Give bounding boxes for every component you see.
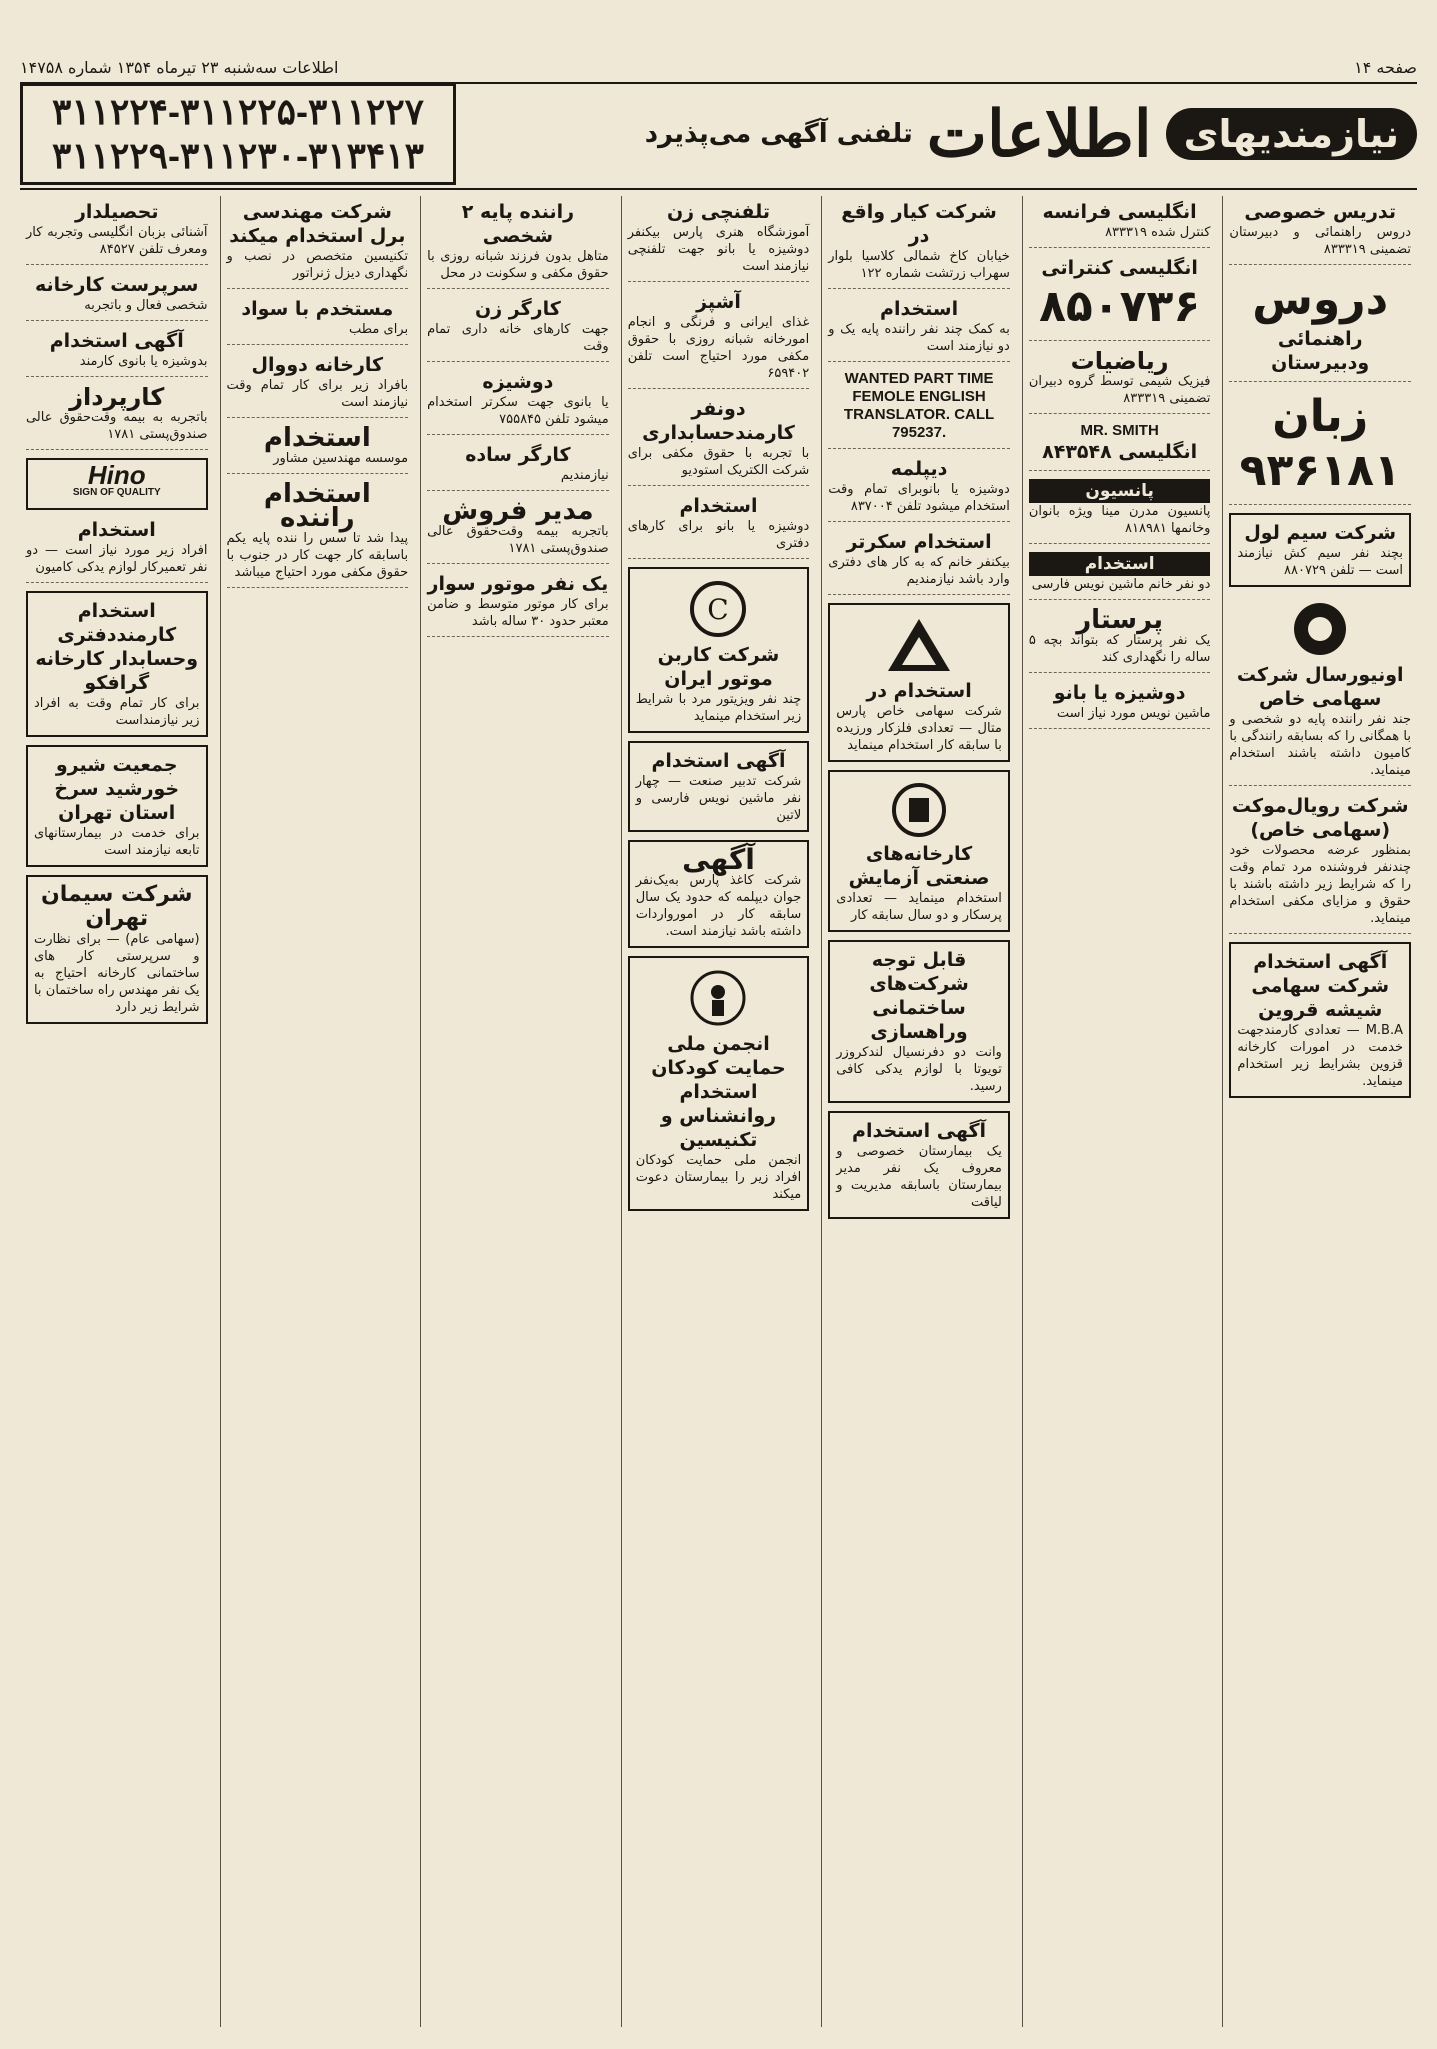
ad [26,273,208,321]
ad-heading: تدریس خصوصی [1244,201,1396,223]
ad-heading: تلفنچی زن [666,201,770,223]
ad-body: نیازمندیم [560,468,609,483]
ad-heading: دوشیزه [482,371,554,393]
ad-body: با تجربه با حقوق مکفی برای شرکت الکتریک استودیو [627,446,810,478]
ad-body: وانت دو دفرنسیال لندکروزر تویوتا با لوازم یدکی کافی رسید. [836,1045,1002,1094]
ad-latin-text: Hino [87,460,146,490]
ad [1229,942,1411,1098]
ad-latin-text: MR. SMITH [1080,422,1159,439]
ad-body: شخصی فعال و باتجربه [84,298,208,313]
ad-heading: آگهی استخدام [852,1120,987,1142]
column-3 [821,196,1016,2027]
column-6 [220,196,415,2027]
ad [828,530,1010,595]
ad [628,290,810,389]
ad-heading: کارگر زن [475,298,561,320]
ad [26,200,208,265]
ad-heading: استخدام [77,519,156,541]
ad [1029,552,1211,600]
column-7 [20,196,214,2027]
ad-body: خیابان کاخ شمالی کلاسیا بلوار سهراب زرتشت شماره ۱۲۲ [828,249,1010,281]
ad-body: جند نفر راننده پایه دو شخصی و با همگانی را که بسابقه رانندگی با کامیون داشته باشند استخدام مینماید. [1229,712,1411,778]
ad [1029,422,1211,471]
ad [628,200,810,282]
ad-heading: کارگر ساده [465,444,571,466]
ad [227,353,409,418]
title-prefix: نیازمندیهای [1166,108,1417,160]
company-logo [1229,595,1411,663]
ad-body: دو نفر خانم ماشین نویس فارسی [1031,577,1211,592]
ad-heading: آشپز [696,291,741,313]
divider [20,188,1417,190]
ad-heading: تحصیلدار [74,201,159,223]
ad [828,200,1010,289]
ad-body: برای کار موتور متوسط و ضامن معتبر حدود ۳۰ ساله باشد [427,597,609,629]
ad [828,603,1010,762]
ad-body: متاهل بدون فرزند شبانه روزی با حقوق مکفی و سکونت در محل [427,249,609,281]
ad-body: فیزیک شیمی توسط گروه دبیران تضمینی ۸۳۳۳۱۹ [1028,374,1211,406]
ad-heading: استخدام [263,423,371,453]
ad-heading: قابل توجه شرکت‌های ساختمانی وراهسازی [869,949,969,1043]
ad-body: آموزشگاه هنری پارس بیکنفر دوشیزه یا بانو جهت تلفنچی نیازمند است [627,225,810,274]
column-5 [420,196,615,2027]
ad-body: بیکنفر خانم که به کار های دفتری وارد باشد نیازمندیم [828,555,1010,587]
ad [628,840,810,948]
ad-heading: جمعیت شیرو خورشید سرخ استان تهران [54,754,180,824]
ad-body: غذای ایرانی و فرنگی و انجام امورخانه شبانه روزی با حقوق مکفی مورد احتیاج است تلفن ۶۵۹۴۰۲ [627,315,810,381]
company-logo [836,778,1002,842]
ad [1229,390,1411,505]
ad-heading: استخدام کارمنددفتری وحسابدار کارخانه گرافکو [35,600,199,694]
ad-body: دوشیزه یا بانوبرای تمام وقت استخدام میشود تلفن ۸۳۷۰۰۴ [828,482,1010,514]
ad-body: یا بانوی جهت سکرتر استخدام میشود تلفن ۷۵۵۸۴۵ [427,395,609,427]
ad-body: استخدام مینماید — تعدادی پرسکار و دو سال سابقه کار [836,891,1002,923]
ad-display-text: ۹۳۶۱۸۱ [1239,445,1401,496]
ad-heading: مدیر فروش [442,496,594,526]
ad-body: برای مطب [349,322,409,337]
ad-heading: دونفر کارمندحسابداری [642,398,795,444]
ad-body: جهت کارهای خانه داری تمام وقت [427,322,609,354]
ad-heading: دیپلمه [890,458,948,480]
ad-heading: انگلیسی فرانسه [1042,201,1197,223]
ad-heading: شرکت رویال‌موکت (سهامی خاص) [1231,795,1409,841]
ad [227,297,409,345]
logo-mark [1290,599,1350,659]
ad-body: بچند نفر سیم کش نیازمند است — تلفن ۸۸۰۷۲۹ [1237,546,1403,578]
logo-mark [688,968,748,1028]
ad [26,745,208,867]
ad [427,297,609,362]
logo-mark [688,579,748,639]
ad [1029,479,1211,544]
column-2 [1022,196,1217,2027]
ad-body: کنترل شده ۸۳۳۳۱۹ [1105,225,1211,240]
ad [1229,794,1411,934]
ad-body: یک نفر پرستار که بتواند بچه ۵ ساله را نگهداری کند [1028,633,1211,665]
ad [628,567,810,733]
ad [1029,349,1211,414]
ad-body: بافراد زیر برای کار تمام وقت نیازمند است [226,378,409,410]
ad-heading: مستخدم با سواد [241,298,394,320]
ad [1029,681,1211,729]
ad [26,329,208,377]
ad [227,423,409,474]
ad-body: چند نفر ویزیتور مرد با شرایط زیر استخدام مینماید [635,692,802,724]
title-main: اطلاعات [926,96,1152,172]
ad [427,443,609,491]
ad-body: آشنائی بزبان انگلیسی وتجربه کار ومعرف تلفن ۸۴۵۲۷ [25,225,208,257]
ad-heading: شرکت مهندسی برل استخدام میکند [229,201,406,247]
ad-body: دروس راهنمائی و دبیرستان تضمینی ۸۳۳۳۱۹ [1229,225,1411,257]
ad-body [1308,617,1332,641]
ad-body: پانسیون مدرن مینا ویژه بانوان وخانمها ۸۱۸۹۸۱ [1028,504,1211,536]
ad-heading: آگهی استخدام شرکت سهامی شیشه قروین [1251,951,1390,1021]
ad-heading: ریاضیات [1070,347,1169,375]
phone-line-2: ۳۱۱۲۲۹-۳۱۱۲۳۰-۳۱۳۴۱۳ [51,135,425,176]
ad-heading: شرکت کیار واقع در [841,201,997,247]
ad [828,297,1010,362]
logo-mark [884,615,954,675]
ad-body: ماشین نویس مورد نیاز است [1056,706,1211,721]
ad [828,457,1010,522]
logo-mark [891,782,947,838]
column-1 [1222,196,1417,2027]
ad-body: تکنیسین متخصص در نصب و نگهداری دیزل ژنراتور [226,249,409,281]
ad [1029,200,1211,248]
ad [1229,513,1411,587]
ad-body: بدوشیزه یا بانوی کارمند [79,354,208,369]
ad-body [711,985,725,999]
ad-heading: انگلیسی کنتراتی [1041,257,1198,279]
ad-heading: کارخانه‌های صنعتی آزمایش [848,843,990,889]
ad [828,770,1010,932]
ad-heading: انگلیسی ۸۴۳۵۴۸ [1042,441,1198,463]
ad [1229,200,1411,265]
masthead-brand [645,97,1417,172]
ad-heading: راهنمائی ودبیرستان [1271,328,1370,374]
ad [427,496,609,564]
ad-display-text: دروس [1252,274,1389,325]
ad [828,1111,1010,1219]
ad [26,591,208,737]
ad-heading: انجمن ملی حمایت کودکان استخدام روانشناس و تکنیسین [651,1033,786,1151]
ad-body: برای کار تمام وقت به افراد زیر نیازمنداست [33,696,200,728]
ad-heading: شرکت سیم لول [1244,522,1397,544]
ad-heading: سرپرست کارخانه [35,274,199,296]
company-logo [636,575,802,643]
ad [26,875,208,1024]
ad-body: پیدا شد تا سس را ننده پایه یکم باسابقه کار جهت کار در جنوب با حقوق مکفی مورد احتیاج میباشد [226,531,409,580]
ad-heading: کارپرداز [69,383,165,411]
ad-banner: پانسیون [1029,479,1211,503]
ad-body: M.B.A — تعدادی کارمندجهت خدمت در امورات کارخانه قزوین بشرایط زیر استخدام مینماید. [1237,1023,1403,1089]
ad [1229,273,1411,382]
ad-display-text: ۸۵۰۷۳۶ [1039,281,1201,332]
ad [26,458,208,510]
ad [427,370,609,435]
ad [628,397,810,486]
ad-body [712,1000,724,1016]
ad [427,572,609,637]
ad-heading: شرکت سیمان تهران [41,882,193,931]
page-number: صفحه ۱۴ [1354,57,1417,77]
ad-body: انجمن ملی حمایت کودکان افراد زیر را بیمارستان دعوت میکند [635,1153,802,1202]
ad-body: شرکت تدبیر صنعت — چهار نفر ماشین نویس فارسی و لاتین [635,774,802,823]
ad-body: شرکت کاغذ پارس به‌یک‌نفر جوان دیپلمه که حدود یک سال سابقه کار در امورواردات داشته باشد نیازمند است. [635,873,802,939]
ad-body: برای خدمت در بیمارستانهای تابعه نیازمند است [33,826,200,858]
ad-heading: دوشیزه یا بانو [1053,682,1186,704]
ad [828,940,1010,1103]
top-line [20,52,1417,82]
ad-heading: استخدام سکرتر [846,531,992,553]
ad [227,200,409,289]
ad-heading: یک نفر موتور سوار [427,573,609,595]
phone-box [20,83,456,185]
phone-line-1: ۳۱۱۲۲۴-۳۱۱۲۲۵-۳۱۱۲۲۷ [51,91,425,132]
ad-banner: استخدام [1029,552,1211,576]
ad [1029,256,1211,341]
ad [226,479,409,588]
ad-heading: آگهی [682,843,755,876]
ad [1229,595,1411,786]
ad-body: موسسه مهندسین مشاور [273,451,409,466]
ad-body: افراد زیر مورد نیاز است — دو نفر تعمیرکار لوازم یدکی کامیون [25,543,208,575]
ad-heading: استخدام [679,495,758,517]
ad [26,518,208,583]
ad-body: باتجربه بیمه وقت‌حقوق عالی صندوق‌پستی ۱۷۸۱ [427,524,609,556]
ad-body: بمنظور عرضه محصولات خود چندنفر فروشنده مرد تمام وقت را که شرایط زیر داشته باشند با حقوق و مزایای مکفی استخدام مینماید. [1229,843,1411,926]
ad-body: دوشیزه یا بانو برای کارهای دفتری [627,519,810,551]
column-4 [621,196,816,2027]
ad-body: C [707,593,730,626]
ad-display-text: زبان [1272,391,1369,442]
ad [628,494,810,559]
ad-heading: استخدام در [866,680,972,702]
ad-body [909,798,929,822]
ad-body: باتجربه به بیمه وقت‌حقوق عالی صندوق‌پستی ۱۷۸۱ [25,410,208,442]
masthead [20,84,1417,184]
ad [1028,605,1211,673]
ad-heading: اونیورسال شرکت سهامی خاص [1236,664,1404,710]
ad [427,200,609,289]
ad-heading: استخدام راننده [263,479,371,533]
ad-heading: راننده پایه ۲ شخصی [461,201,575,247]
ad-heading: کارخانه دووال [251,354,384,376]
title-suffix: تلفنی آگهی می‌پذیرد [644,119,913,149]
ad-heading: استخدام [880,298,959,320]
company-logo [636,964,802,1032]
company-logo [836,611,1002,679]
ad-heading: پرستار [1076,605,1164,635]
ad-body: به کمک چند نفر راننده پایه یک و دو نیازمند است [828,322,1010,354]
ad-latin-text: WANTED PART TIME FEMOLE ENGLISH TRANSLATOR. CALL 795237. [843,370,995,441]
ad-latin-text: SIGN OF QUALITY [72,487,161,498]
issue-info: اطلاعات سه‌شنبه ۲۳ تیرماه ۱۳۵۴ شماره ۱۴۷۵۸ [20,57,339,77]
ad-heading: آگهی استخدام [49,330,184,352]
classifieds-grid [20,196,1417,2027]
ad-heading: شرکت کاربن موتور ایران [657,644,780,690]
ad-body: (سهامی عام) — برای نظارت و سرپرستی کار های ساختمانی کارخانه احتیاج به یک نفر مهندس راه ساختمان با شرایط زیر دارد [33,932,200,1015]
ad [828,370,1010,449]
ad [26,385,208,450]
ad [628,956,810,1211]
ad-body: یک بیمارستان خصوصی و معروف یک نفر مدیر بیمارستان باسابقه مدیریت و لیاقت [836,1144,1002,1210]
ad-heading: آگهی استخدام [651,750,786,772]
ad [628,741,810,832]
ad-body: شرکت سهامی خاص پارس متال — تعدادی فلزکار ورزیده با سابقه کار استخدام مینماید [836,704,1002,753]
